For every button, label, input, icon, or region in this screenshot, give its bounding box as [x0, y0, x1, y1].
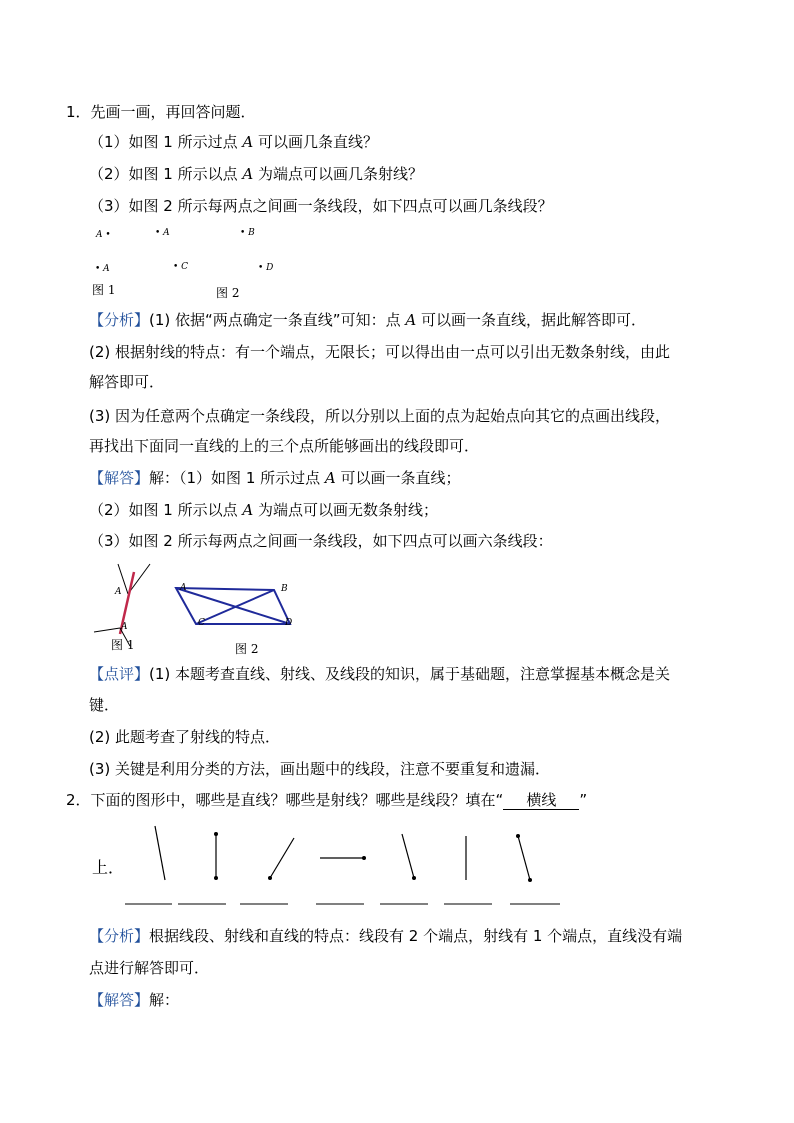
q1-sub1	[89, 132, 378, 152]
q2-title: 2．下面的图形中，哪些是直线？哪些是射线？哪些是线段？填在“ 横线 ”	[66, 791, 588, 809]
q1-sub2-post: 为端点可以画几条射线？	[253, 165, 424, 183]
q1-answer-1: 【解答】解：（1）如图 1 所示过点 A 可以画一条直线；	[89, 469, 461, 487]
q1-analysis-3b: 再找出下面同一直线的上的三个点所能够画出的线段即可．	[89, 437, 480, 455]
sol-fig1-label: 图 1	[111, 638, 135, 652]
sol2-point-d: D	[285, 618, 293, 628]
fig1-point-a-bottom: • A	[95, 264, 110, 274]
q2-answer-tag: 【解答】	[89, 991, 150, 1009]
q1-sub1-post: 可以画几条直线？	[253, 133, 379, 151]
q1-answer-3: （3）如图 2 所示每两点之间画一条线段，如下四点可以画六条线段：	[89, 532, 553, 550]
analysis-tag: 【分析】	[89, 311, 150, 329]
q2-figures	[120, 820, 580, 910]
sol1-point-a-bottom: A	[121, 622, 128, 632]
q2-analysis-a: 【分析】根据线段、射线和直线的特点：线段有 2 个端点，射线有 1 个端点，直线没有端	[89, 927, 683, 945]
q2-title-blank: 横线	[503, 792, 579, 810]
sol1-point-a-top: A	[115, 587, 122, 597]
q1-sub3: （3）如图 2 所示每两点之间画一条线段，如下四点可以画几条线段？	[89, 197, 553, 215]
q1-title: 1．先画一画，再回答问题．	[66, 103, 256, 121]
q1-sub2-point: A	[242, 165, 254, 183]
comment-tag: 【点评】	[89, 665, 150, 683]
q1-analysis-3a: (3) 因为任意两个点确定一条线段，所以分别以上面的点为起始点向其它的点画出线段，	[89, 407, 671, 425]
fig2-point-d: • D	[258, 263, 274, 273]
sol2-point-c: C	[198, 618, 205, 628]
q1-sub1-pre: （1）如图 1 所示过点	[89, 133, 243, 151]
q1-comment-1b: 键．	[89, 696, 120, 714]
sol2-point-a: A	[180, 583, 187, 593]
q2-answer: 【解答】解：	[89, 991, 180, 1009]
fig1-point-a-mid: • A	[155, 228, 170, 238]
q2-analysis-b: 点进行解答即可．	[89, 959, 210, 977]
answer-tag: 【解答】	[89, 469, 150, 487]
q1-sub2-pre: （2）如图 1 所示以点	[89, 165, 243, 183]
fig2-point-c: • C	[173, 262, 189, 272]
q2-analysis-tag: 【分析】	[89, 927, 150, 945]
q1-comment-2: (2) 此题考查了射线的特点．	[89, 728, 281, 746]
q1-analysis-2b: 解答即可．	[89, 373, 165, 391]
q1-comment-1a: 【点评】(1) 本题考查直线、射线、及线段的知识，属于基础题，注意掌握基本概念是关	[89, 665, 671, 683]
q1-sub2	[89, 164, 423, 184]
q1-sub1-point: A	[242, 133, 254, 151]
sol-fig2-label: 图 2	[235, 642, 259, 656]
sol2-point-b: B	[281, 584, 288, 594]
q1-comment-3: (3) 关键是利用分类的方法，画出题中的线段，注意不要重复和遗漏．	[89, 760, 551, 778]
fig1-label: 图 1	[92, 283, 116, 297]
q1-analysis-2a: (2) 根据射线的特点：有一个端点，无限长；可以得出由一点可以引出无数条射线，由此	[89, 343, 671, 361]
fig2-point-b: • B	[240, 228, 255, 238]
q1-answer-2: （2）如图 1 所示以点 A 为端点可以画无数条射线；	[89, 501, 439, 519]
q2-on-label: 上．	[92, 858, 125, 877]
fig2-label: 图 2	[216, 286, 240, 300]
q1-analysis-1: 【分析】(1) 依据“两点确定一条直线”可知：点 A 可以画一条直线，据此解答即可．	[89, 311, 646, 329]
fig1-point-a-top: A •	[96, 230, 111, 240]
